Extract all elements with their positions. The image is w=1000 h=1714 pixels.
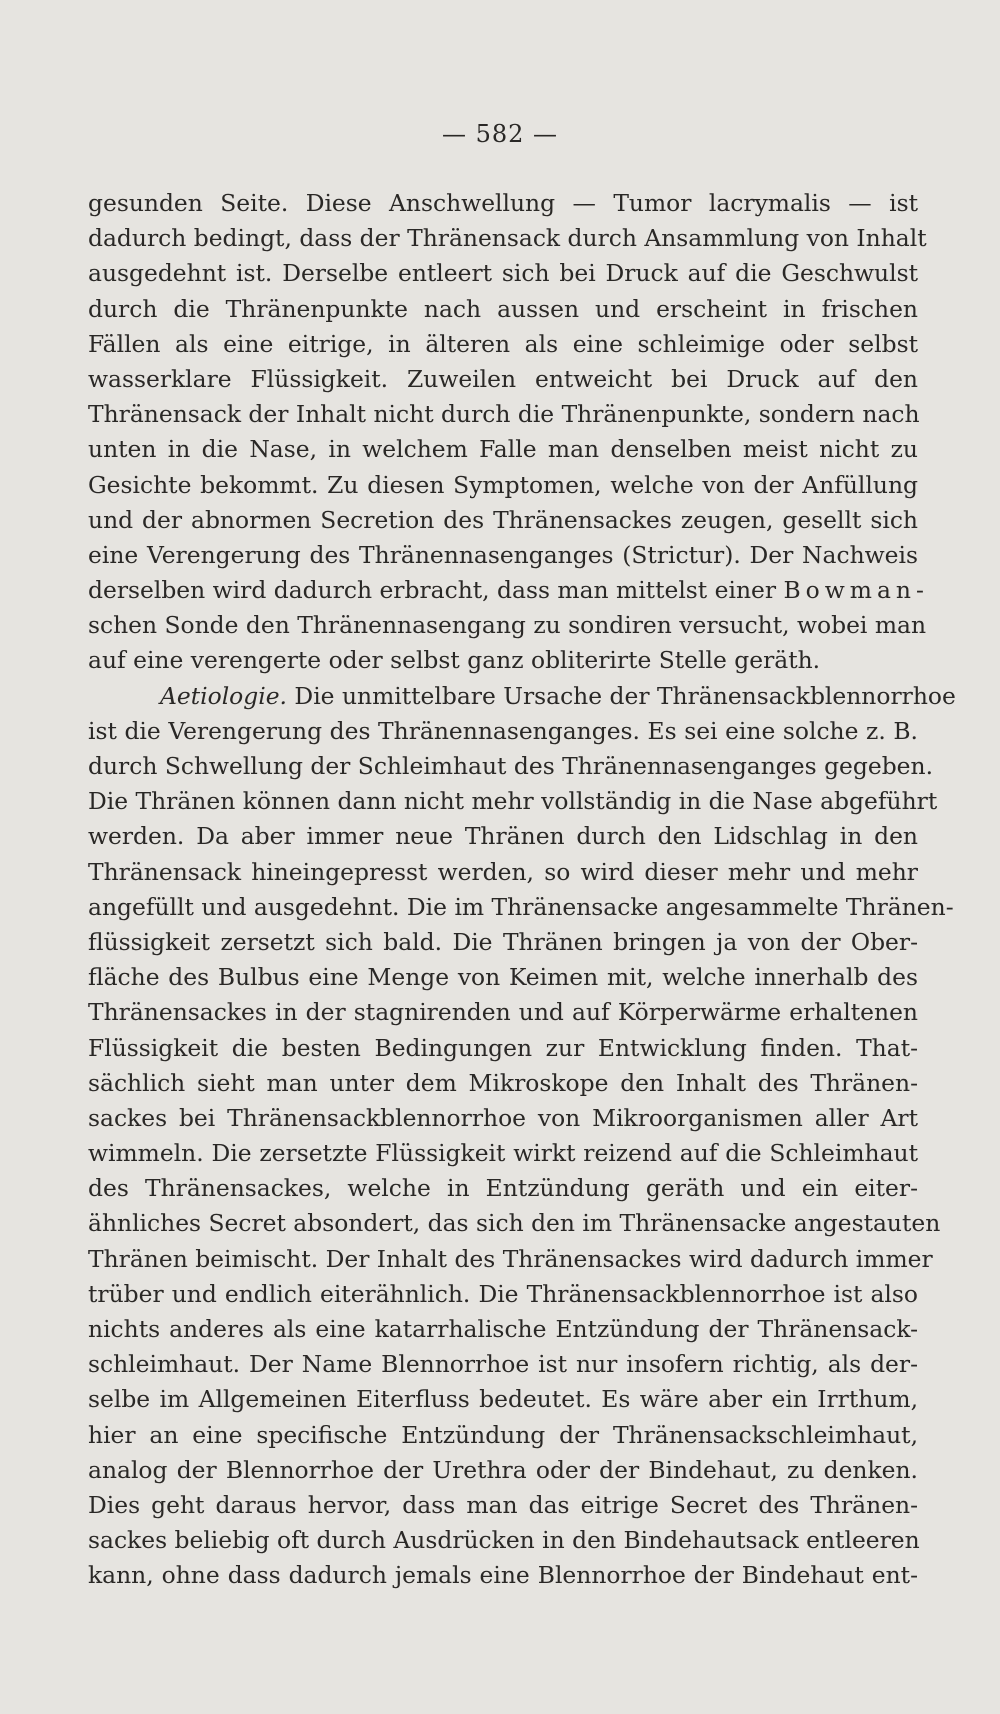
section-heading-aetiologie: Aetiologie.	[160, 681, 287, 710]
text-line: selbe im Allgemeinen Eiterfluss bedeutet. Es wäre aber ein Irrthum,	[88, 1385, 918, 1414]
text-line: schen Sonde den Thränennasengang zu sondiren versucht, wobei man	[88, 611, 927, 640]
text-line: Flüssigkeit die besten Bedingungen zur Entwicklung finden. That-	[88, 1033, 918, 1062]
text-line: sächlich sieht man unter dem Mikroskope den Inhalt des Thränen-	[88, 1068, 918, 1097]
text-line: ausgedehnt ist. Derselbe entleert sich bei Druck auf die Geschwulst	[88, 259, 918, 288]
text-line: ähnliches Secret absondert, das sich den im Thränensacke angestauten	[88, 1209, 941, 1238]
text-line: auf eine verengerte oder selbst ganz obliterirte Stelle geräth.	[88, 646, 821, 675]
text-line: angefüllt und ausgedehnt. Die im Thränensacke angesammelte Thränen-	[88, 892, 954, 921]
text-line: dadurch bedingt, dass der Thränensack durch Ansammlung von Inhalt	[88, 224, 927, 253]
text-line: schleimhaut. Der Name Blennorrhoe ist nur insofern richtig, als der-	[88, 1350, 918, 1379]
text-line: Thränen beimischt. Der Inhalt des Thränensackes wird dadurch immer	[88, 1244, 933, 1273]
text-line: nichts anderes als eine katarrhalische Entzündung der Thränensack-	[88, 1315, 918, 1343]
text-line: eine Verengerung des Thränennasenganges (Strictur). Der Nachweis	[88, 540, 918, 569]
text-line-before-name: derselben wird dadurch erbracht, dass man mittelst einer	[88, 576, 784, 605]
text-line: ist die Verengerung des Thränennasenganges. Es sei eine solche z. B.	[88, 716, 918, 745]
text-line: analog der Blennorrhoe der Urethra oder der Bindehaut, zu denken.	[88, 1455, 918, 1484]
text-line: Gesichte bekommt. Zu diesen Symptomen, welche von der Anfüllung	[88, 470, 918, 499]
name-bowman: Bowman-	[783, 576, 929, 605]
text-line: gesunden Seite. Diese Anschwellung — Tumor lacrymalis — ist	[88, 189, 918, 217]
text-line: fläche des Bulbus eine Menge von Keimen mit, welche innerhalb des	[88, 963, 918, 992]
text-line	[88, 679, 956, 714]
text-line: des Thränensackes, welche in Entzündung geräth und ein eiter-	[88, 1174, 918, 1203]
text-line: Dies geht daraus hervor, dass man das eitrige Secret des Thränen-	[88, 1490, 918, 1519]
text-line: Thränensackes in der stagnirenden und auf Körperwärme erhaltenen	[88, 998, 918, 1027]
text-line: trüber und endlich eiterähnlich. Die Thränensackblennorrhoe ist also	[88, 1279, 918, 1308]
text-line: kann, ohne dass dadurch jemals eine Blennorrhoe der Bindehaut ent-	[88, 1561, 918, 1590]
text-line	[88, 573, 929, 608]
text-line: flüssigkeit zersetzt sich bald. Die Thränen bringen ja von der Ober-	[88, 927, 918, 956]
text-line: durch die Thränenpunkte nach aussen und erscheint in frischen	[88, 294, 918, 323]
text-line: Fällen als eine eitrige, in älteren als eine schleimige oder selbst	[88, 329, 918, 358]
body-text	[88, 186, 956, 1594]
text-line: sackes beliebig oft durch Ausdrücken in den Bindehautsack entleeren	[88, 1526, 920, 1555]
text-line: wasserklare Flüssigkeit. Zuweilen entweicht bei Druck auf den	[88, 364, 918, 393]
text-line: hier an eine specifische Entzündung der Thränensackschleimhaut,	[88, 1420, 918, 1449]
text-line-after-heading: Die unmittelbare Ursache der Thränensackblennorrhoe	[287, 681, 956, 710]
text-line: und der abnormen Secretion des Thränensackes zeugen, gesellt sich	[88, 505, 918, 534]
text-line: durch Schwellung der Schleimhaut des Thränennasenganges gegeben.	[88, 752, 934, 780]
text-line: werden. Da aber immer neue Thränen durch den Lidschlag in den	[88, 822, 918, 851]
text-line: Thränensack hineingepresst werden, so wird dieser mehr und mehr	[88, 857, 918, 886]
text-line: Thränensack der Inhalt nicht durch die Thränenpunkte, sondern nach	[88, 400, 920, 429]
page-number: — 582 —	[441, 120, 559, 148]
text-line: sackes bei Thränensackblennorrhoe von Mikroorganismen aller Art	[88, 1103, 918, 1132]
text-line: wimmeln. Die zersetzte Flüssigkeit wirkt reizend auf die Schleimhaut	[88, 1139, 918, 1168]
text-line: Die Thränen können dann nicht mehr vollständig in die Nase abgeführt	[88, 787, 938, 816]
text-line: unten in die Nase, in welchem Falle man denselben meist nicht zu	[88, 435, 918, 464]
